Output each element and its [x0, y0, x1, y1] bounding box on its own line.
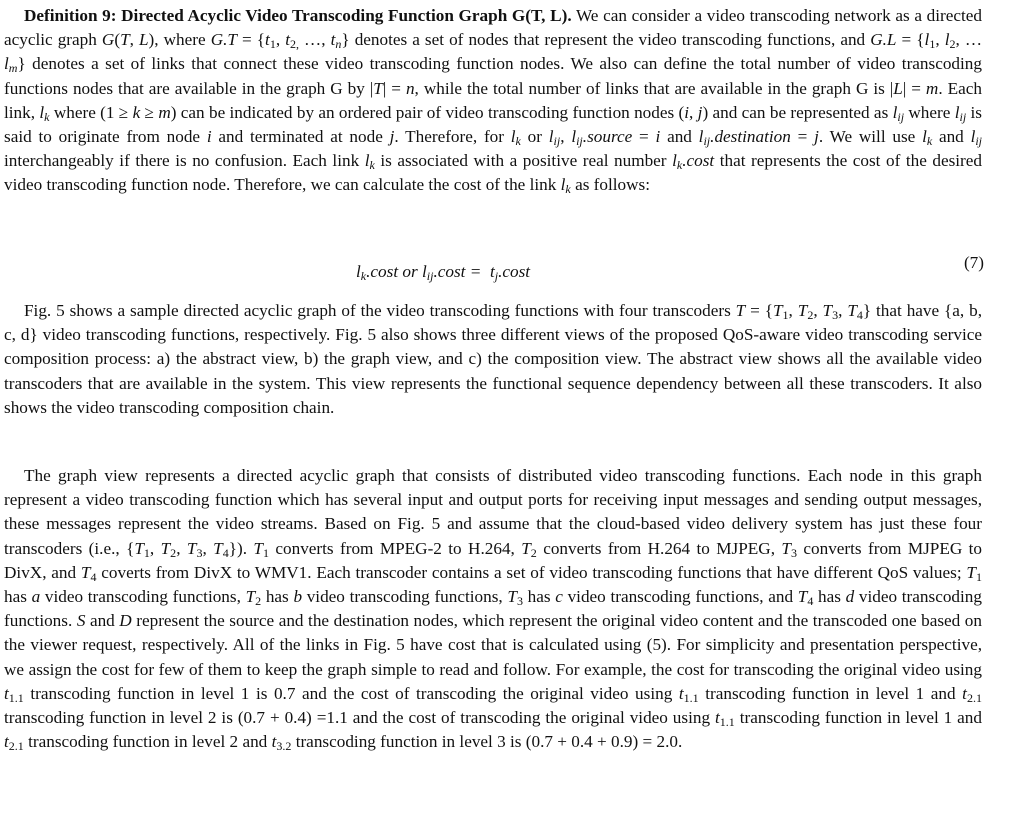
equation-formula: $l_k.\cos t$ or $l_{ij}.\cos t = t_j.\cos t$: [356, 262, 531, 283]
definition-paragraph: Definition 9: Directed Acyclic Video Transcoding Function Graph G(T, L). We can consider a video transcoding network as a directed acyclic graph G(T, L), where $G.T = \{t_1$, $t_{2,}$ …, $t_n$} denotes a set of nodes that represent the video transcoding functions, and $G.L = \{l_1$, $l_2$, … $l_m$} denotes a set of links that connect these video transcoding function nodes. We also can define the total number of video transcoding functions nodes that are available in the graph G by |T| = n, while the total number of links that are available in the graph G is |L| = m. Each link, $l_k$ where (1 ≥ k ≥ m) can be indicated by an ordered pair of video transcoding function nodes (i, j) and can be represented as $l_{ij}$ where $l_{ij}$ is said to originate from node i and terminated at node j. Therefore, for $l_k$ or $l_{ij}$, $l_{ij}.source = i$ and $l_{ij}.destination = j$. We will use $l_k$ and $l_{ij}$ interchangeably if there is no confusion. Each link $l_k$ is associated with a positive real number $l_k.\cos t$ that represents the cost of the desired video transcoding function node. Therefore, we can calculate the cost of the link $l_k$ as follows:: [4, 6, 983, 197]
definition-heading: Definition 9: Directed Acyclic Video Transcoding Function Graph G(T, L).: [24, 6, 572, 25]
figure-5-paragraph: Fig. 5 shows a sample directed acyclic graph of the video transcoding functions with four transcoders $T = \{T_1$, $T_2$, $T_3$, $T_4$} that have {a, b, c, d} video transcoding functions, respectively. Fig. 5 also shows three different views of the proposed QoS-aware video transcoding service composition process: a) the abstract view, b) the graph view, and c) the composition view. The abstract view shows all the available video transcoders that are available in the system. This view represents the functional sequence dependency between all these transcoders. It also shows the video transcoding composition chain.: [4, 301, 983, 417]
equation-7: [0, 253, 1022, 288]
equation-number: (7): [963, 253, 984, 272]
graph-view-paragraph: The graph view represents a directed acyclic graph that consists of distributed video transcoding functions. Each node in this graph represent a video transcoding function which has several input and output ports for receiving input messages and sending output messages, these messages represent the video streams. Based on Fig. 5 and assume that the cloud-based video delivery system has just these four transcoders (i.e., {$T_1$, $T_2$, $T_3$, $T_4$}). $T_1$ converts from MPEG-2 to H.264, $T_2$ converts from H.264 to MJPEG, $T_3$ converts from MJPEG to DivX, and $T_4$ coverts from DivX to WMV1. Each transcoder contains a set of video transcoding functions that have different QoS values; $T_1$ has a video transcoding functions, $T_2$ has b video transcoding functions, $T_3$ has c video transcoding functions, and $T_4$ has d video transcoding functions. S and D represent the source and the destination nodes, which represent the original video content and the transcoded one based on the viewer request, respectively. All of the links in Fig. 5 have cost that is calculated using (5). For simplicity and presentation perspective, we assign the cost for few of them to keep the graph simple to read and follow. For example, the cost for transcoding the original video using $t_{1.1}$ transcoding function in level 1 is 0.7 and the cost of transcoding the original video using $t_{1.1}$ transcoding function in level 1 and $t_{2.1}$ transcoding function in level 2 is (0.7 + 0.4) =1.1 and the cost of transcoding the original video using $t_{1.1}$ transcoding function in level 1 and $t_{2.1}$ transcoding function in level 2 and $t_{3.2}$ transcoding function in level 3 is (0.7 + 0.4 + 0.9) = 2.0.: [4, 466, 983, 754]
